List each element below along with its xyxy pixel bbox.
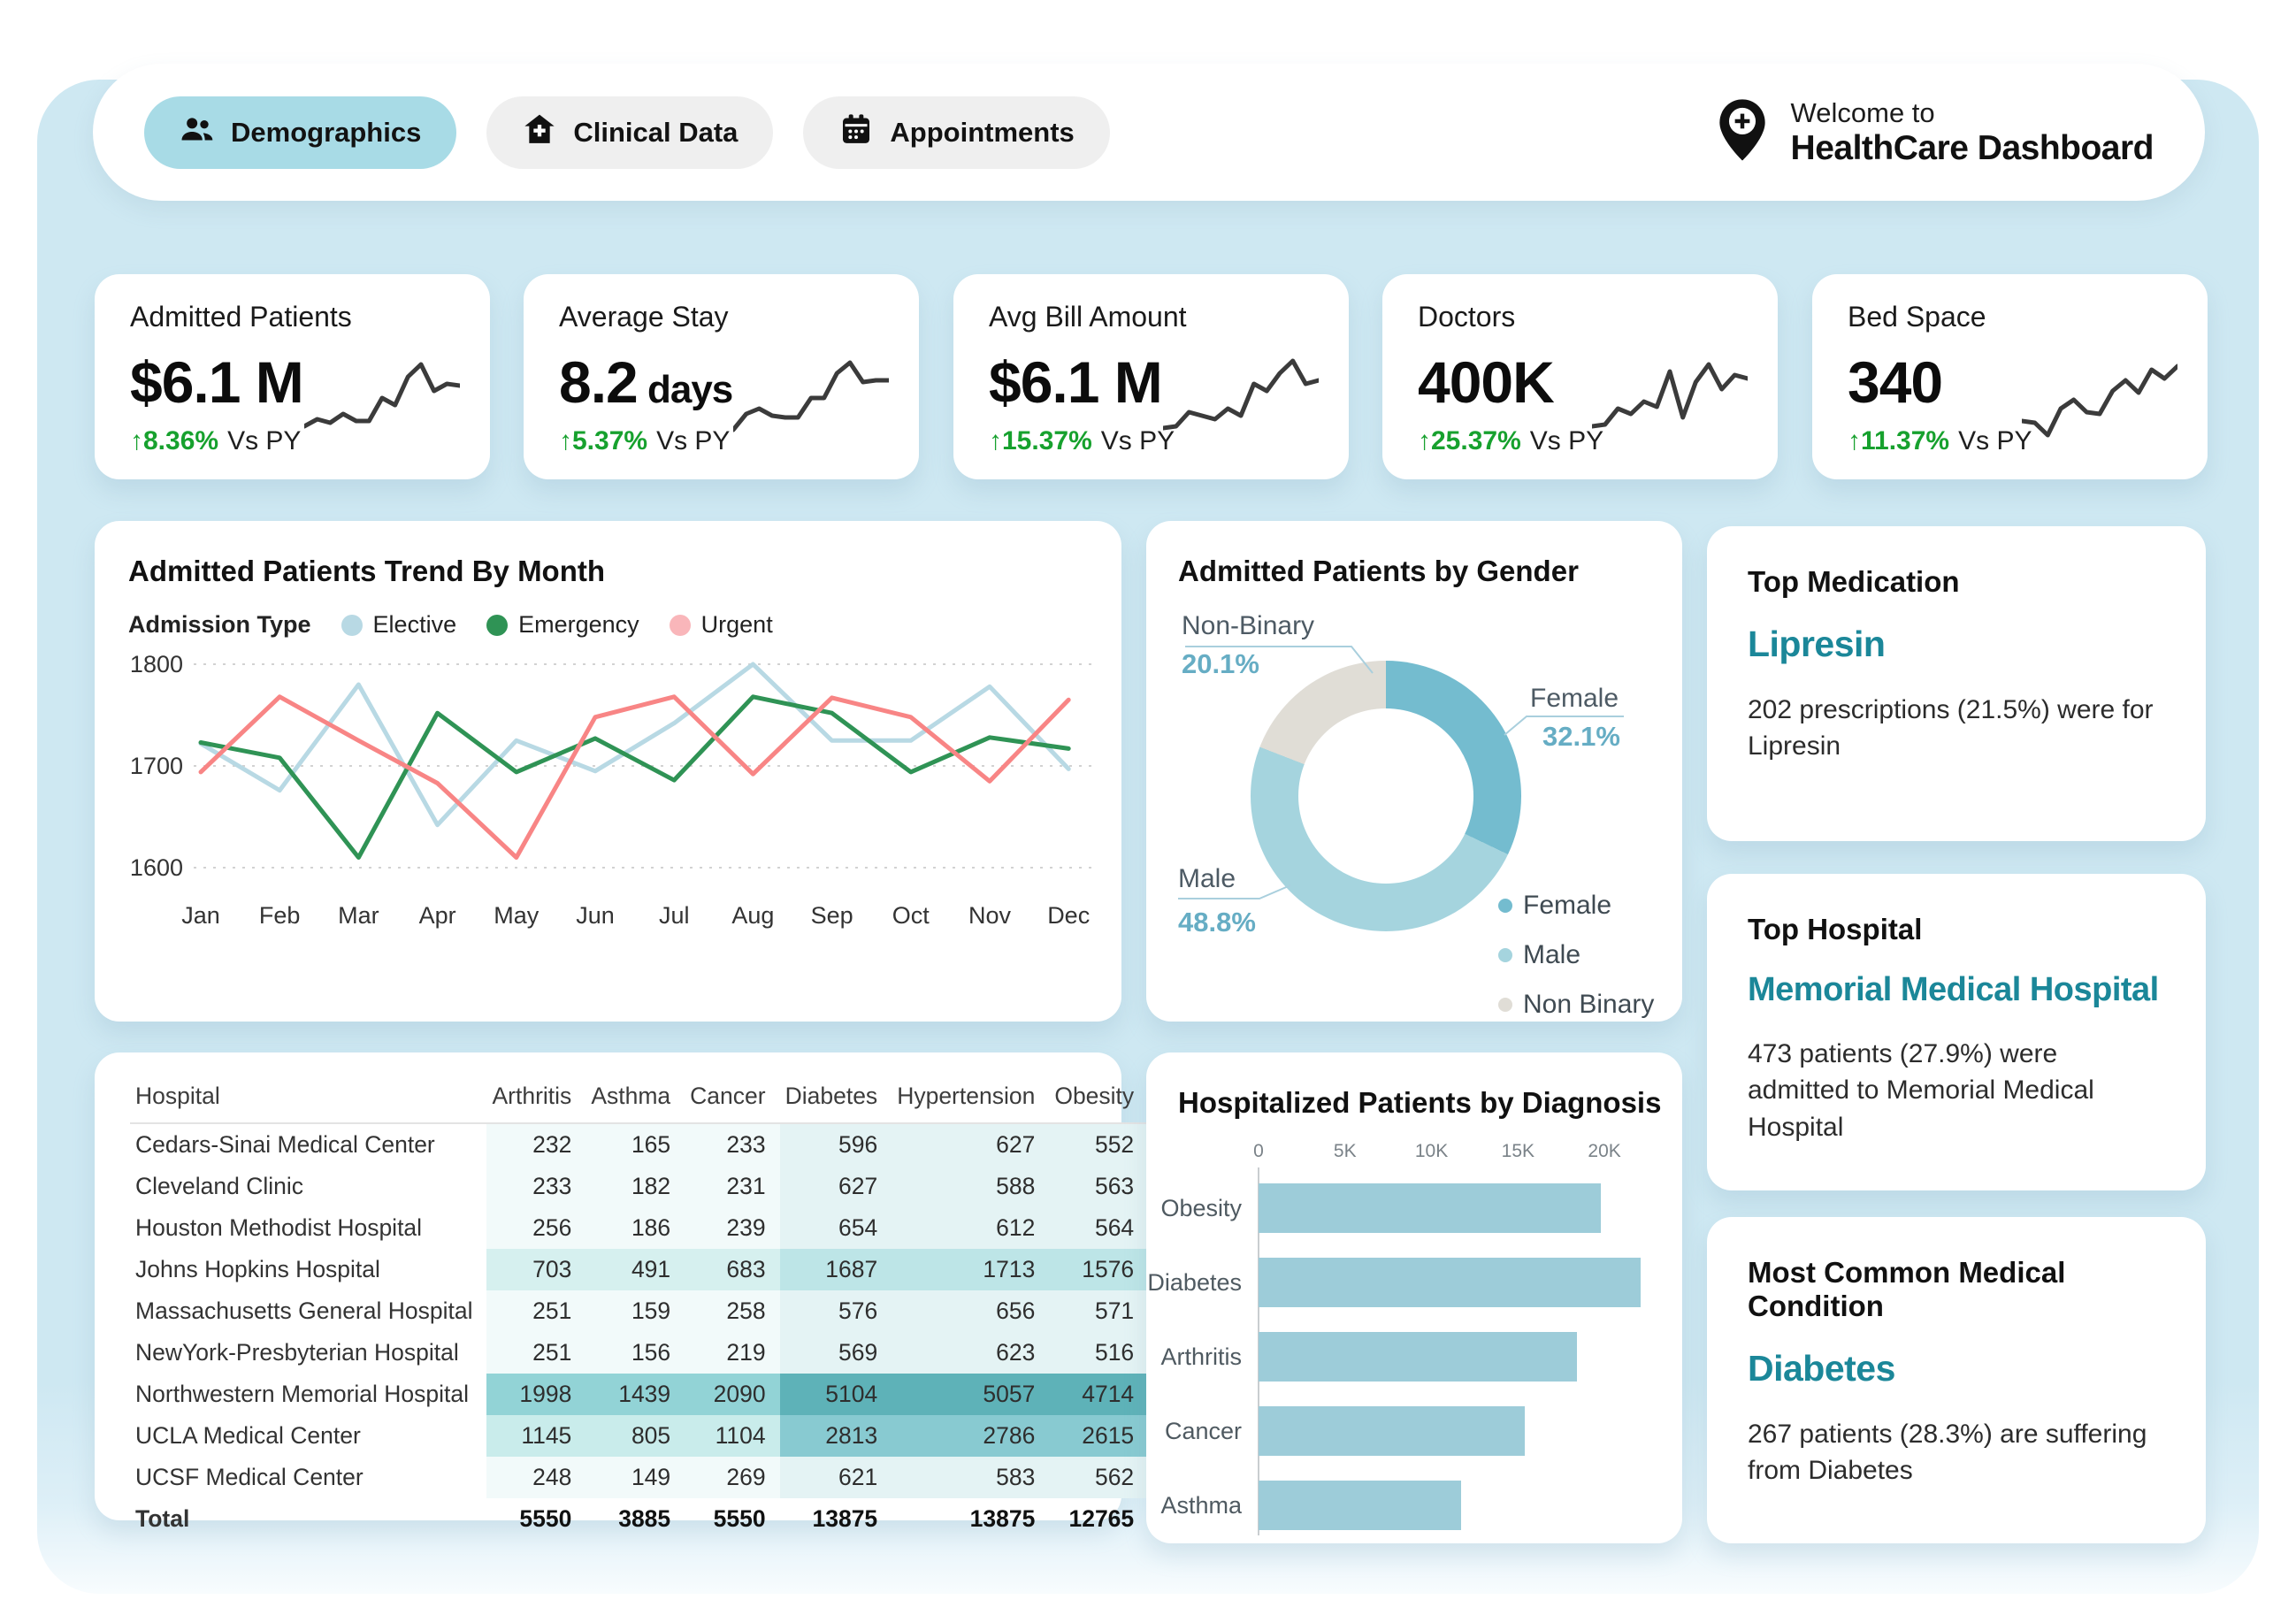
top-medication-value: Lipresin <box>1748 624 1886 664</box>
cell-obesity: 4714 <box>1049 1374 1148 1415</box>
kpi-delta-pct: ↑11.37% <box>1848 426 1950 455</box>
cell-cancer: 233 <box>685 1123 779 1166</box>
cell-cancer: 231 <box>685 1166 779 1207</box>
kpi-value: 400K <box>1418 349 1554 415</box>
legend-dot <box>341 615 363 636</box>
hospital-name: UCSF Medical Center <box>135 1464 364 1490</box>
common-condition-title: Most Common Medical Condition <box>1748 1256 2066 1322</box>
kpi-card-admitted-patients <box>95 274 490 479</box>
legend-dot <box>670 615 691 636</box>
bar-obesity <box>1259 1183 1601 1233</box>
hospital-name: NewYork-Presbyterian Hospital <box>135 1339 459 1366</box>
total-arthritis: 5550 <box>519 1505 572 1532</box>
common-condition-card <box>1707 1217 2206 1543</box>
hospital-table-card <box>95 1052 1135 1532</box>
gender-legend <box>1498 891 1654 1020</box>
kpi-sparkline <box>1163 352 1319 455</box>
column-header-hypertension[interactable]: Hypertension <box>892 1074 1049 1123</box>
hospital-name: Massachusetts General Hospital <box>135 1297 473 1324</box>
top-hospital-title: Top Hospital <box>1748 913 1923 945</box>
bar-cancer <box>1259 1406 1525 1456</box>
cell-diabetes: 5104 <box>780 1374 892 1415</box>
tab-demographics[interactable] <box>144 96 456 169</box>
cell-cancer: 258 <box>685 1290 779 1332</box>
cell-obesity: 563 <box>1049 1166 1148 1207</box>
gender-chart-card <box>1146 521 1682 1022</box>
kpi-delta: ↑5.37% Vs PY <box>559 426 731 455</box>
cell-diabetes: 627 <box>780 1166 892 1207</box>
cell-diabetes: 2813 <box>780 1415 892 1457</box>
kpi-sparkline <box>304 352 460 455</box>
cell-arthritis: 256 <box>486 1207 585 1249</box>
cell-cancer: 2090 <box>685 1374 779 1415</box>
medical-location-pin-icon <box>1717 97 1768 167</box>
table-total <box>130 1498 1148 1540</box>
kpi-sparkline <box>733 352 889 455</box>
cell-asthma: 1439 <box>585 1374 685 1415</box>
cell-obesity: 1576 <box>1049 1249 1148 1290</box>
table-body <box>130 1123 1148 1498</box>
welcome-text <box>1791 97 2154 168</box>
kpi-delta-pct: ↑15.37% <box>989 426 1092 455</box>
svg-text:May: May <box>494 902 540 929</box>
svg-text:Sep: Sep <box>810 902 853 929</box>
column-header-hospital[interactable]: Hospital <box>130 1074 486 1123</box>
kpi-title: Avg Bill Amount <box>989 301 1187 333</box>
kpi-value: $6.1 M <box>130 349 303 415</box>
table-row <box>130 1332 1148 1374</box>
cell-hypertension: 583 <box>892 1457 1049 1498</box>
trend-chart-title: Admitted Patients Trend By Month <box>128 555 606 587</box>
cell-diabetes: 1687 <box>780 1249 892 1290</box>
kpi-card-average-stay <box>524 274 919 479</box>
total-label: Total <box>135 1505 190 1532</box>
svg-text:1800: 1800 <box>129 654 183 677</box>
column-header-arthritis[interactable]: Arthritis <box>486 1074 585 1123</box>
top-hospital-desc: 473 patients (27.9%) were admitted to Memorial Medical Hospital <box>1748 1039 2094 1142</box>
svg-text:Nov: Nov <box>968 902 1012 929</box>
cell-diabetes: 576 <box>780 1290 892 1332</box>
svg-text:Oct: Oct <box>892 902 930 929</box>
callout-female: Female 32.1% <box>1530 684 1620 752</box>
tab-appointments[interactable] <box>803 96 1109 169</box>
legend-dot <box>486 615 508 636</box>
cell-cancer: 269 <box>685 1457 779 1498</box>
legend-item-elective[interactable] <box>341 611 457 639</box>
legend-dot <box>1498 899 1512 913</box>
table-row <box>130 1207 1148 1249</box>
total-obesity: 12765 <box>1068 1505 1135 1532</box>
gender-donut-chart <box>1251 661 1521 931</box>
kpi-value: $6.1 M <box>989 349 1162 415</box>
cell-diabetes: 569 <box>780 1332 892 1374</box>
legend-label: Male <box>1523 940 1581 969</box>
bar-arthritis <box>1259 1332 1577 1382</box>
bar-label-cancer: Cancer <box>1164 1418 1242 1444</box>
cell-hypertension: 1713 <box>892 1249 1049 1290</box>
diagnosis-bar-chart <box>1146 1141 1682 1543</box>
callout-male: Male 48.8% <box>1178 864 1256 938</box>
axis-tick-0: 0 <box>1253 1141 1264 1161</box>
kpi-delta-pct: ↑25.37% <box>1418 426 1521 455</box>
cell-asthma: 491 <box>585 1249 685 1290</box>
column-header-cancer[interactable]: Cancer <box>685 1074 779 1123</box>
kpi-title: Admitted Patients <box>130 301 352 333</box>
cell-cancer: 219 <box>685 1332 779 1374</box>
cell-obesity: 564 <box>1049 1207 1148 1249</box>
hospital-name: UCLA Medical Center <box>135 1422 361 1449</box>
bar-diabetes <box>1259 1258 1641 1307</box>
nav-tabs <box>144 96 1110 169</box>
axis-tick-20k: 20K <box>1588 1141 1621 1161</box>
kpi-title: Average Stay <box>559 301 729 333</box>
kpi-delta: ↑25.37% Vs PY <box>1418 426 1604 455</box>
legend-label: Non Binary <box>1523 990 1655 1019</box>
bar-label-diabetes: Diabetes <box>1147 1269 1242 1296</box>
column-header-diabetes[interactable]: Diabetes <box>780 1074 892 1123</box>
cell-asthma: 165 <box>585 1123 685 1166</box>
table-row <box>130 1123 1148 1166</box>
kpi-sparkline <box>2022 352 2177 455</box>
bar-label-asthma: Asthma <box>1160 1492 1242 1519</box>
cell-asthma: 805 <box>585 1415 685 1457</box>
cell-diabetes: 596 <box>780 1123 892 1166</box>
legend-item-urgent[interactable] <box>670 611 773 639</box>
cell-cancer: 239 <box>685 1207 779 1249</box>
cell-obesity: 516 <box>1049 1332 1148 1374</box>
top-hospital-value: Memorial Medical Hospital <box>1748 971 2159 1008</box>
kpi-card-bed-space <box>1812 274 2208 479</box>
legend-dot <box>1498 998 1512 1012</box>
kpi-delta-pct: ↑8.36% <box>130 426 219 455</box>
total-diabetes: 13875 <box>812 1505 878 1532</box>
svg-text:Apr: Apr <box>418 902 456 929</box>
gender-legend-item-non-binary[interactable] <box>1498 990 1654 1020</box>
legend-item-emergency[interactable] <box>486 611 639 639</box>
trend-series-elective <box>201 664 1068 825</box>
callout-nonbinary: Non-Binary 20.1% <box>1182 611 1315 679</box>
table-row <box>130 1249 1148 1290</box>
app-title: HealthCare Dashboard <box>1790 128 2154 167</box>
people-icon <box>180 111 215 154</box>
cell-arthritis: 233 <box>486 1166 585 1207</box>
svg-text:Jan: Jan <box>181 902 220 929</box>
cell-arthritis: 232 <box>486 1123 585 1166</box>
kpi-delta: ↑15.37% Vs PY <box>989 426 1175 455</box>
cell-diabetes: 654 <box>780 1207 892 1249</box>
kpi-sparkline <box>1592 352 1748 455</box>
hospital-name: Johns Hopkins Hospital <box>135 1256 380 1282</box>
gender-chart-title: Admitted Patients by Gender <box>1178 555 1579 587</box>
top-medication-card <box>1707 526 2206 841</box>
table-row <box>130 1457 1148 1498</box>
table-header <box>130 1074 1148 1123</box>
hospital-icon <box>522 111 557 154</box>
hospital-name: Houston Methodist Hospital <box>135 1214 423 1241</box>
total-row <box>130 1498 1148 1540</box>
cell-cancer: 1104 <box>685 1415 779 1457</box>
kpi-value: 8.2 days <box>559 349 733 415</box>
common-condition-desc: 267 patients (28.3%) are suffering from Diabetes <box>1748 1420 2147 1486</box>
hospital-name: Cedars-Sinai Medical Center <box>135 1131 435 1158</box>
trend-legend-label: Admission Type <box>128 611 311 638</box>
axis-tick-10k: 10K <box>1414 1141 1449 1161</box>
column-header-asthma[interactable]: Asthma <box>585 1074 685 1123</box>
bar-asthma <box>1259 1481 1461 1530</box>
table-row <box>130 1415 1148 1457</box>
legend-dot <box>1498 948 1512 962</box>
cell-obesity: 2615 <box>1049 1415 1148 1457</box>
svg-text:Aug: Aug <box>731 902 775 929</box>
table-row <box>130 1290 1148 1332</box>
legend-label: Female <box>1523 891 1612 920</box>
trend-chart-card <box>95 521 1121 1022</box>
gender-legend-item-female[interactable] <box>1498 891 1654 921</box>
top-bar <box>93 64 2205 201</box>
gender-legend-item-male[interactable] <box>1498 940 1654 970</box>
cell-asthma: 182 <box>585 1166 685 1207</box>
top-medication-desc: 202 prescriptions (21.5%) were for Lipresin <box>1748 695 2154 762</box>
tab-label: Clinical Data <box>573 116 739 148</box>
cell-arthritis: 251 <box>486 1332 585 1374</box>
svg-text:Jul: Jul <box>658 902 690 929</box>
calendar-icon <box>838 111 874 154</box>
cell-hypertension: 627 <box>892 1123 1049 1166</box>
axis-tick-15k: 15K <box>1501 1141 1535 1161</box>
hospital-name: Northwestern Memorial Hospital <box>135 1381 470 1407</box>
diagnosis-chart-title: Hospitalized Patients by Diagnosis <box>1178 1086 1662 1119</box>
cell-arthritis: 1145 <box>486 1415 585 1457</box>
cell-obesity: 562 <box>1049 1457 1148 1498</box>
tab-label: Demographics <box>231 116 422 148</box>
tab-label: Appointments <box>890 116 1075 148</box>
cell-obesity: 571 <box>1049 1290 1148 1332</box>
cell-cancer: 683 <box>685 1249 779 1290</box>
top-medication-title: Top Medication <box>1748 565 1960 598</box>
column-header-obesity[interactable]: Obesity <box>1049 1074 1148 1123</box>
total-hypertension: 13875 <box>969 1505 1036 1532</box>
svg-text:Mar: Mar <box>338 902 379 929</box>
cell-hypertension: 623 <box>892 1332 1049 1374</box>
svg-text:Dec: Dec <box>1047 902 1091 929</box>
cell-arthritis: 251 <box>486 1290 585 1332</box>
table-row <box>130 1166 1148 1207</box>
svg-text:Feb: Feb <box>258 902 301 929</box>
kpi-unit: days <box>637 368 733 411</box>
kpi-value: 340 <box>1848 349 1943 415</box>
legend-label: Emergency <box>518 611 639 638</box>
cell-asthma: 156 <box>585 1332 685 1374</box>
cell-arthritis: 248 <box>486 1457 585 1498</box>
cell-asthma: 149 <box>585 1457 685 1498</box>
hospital-name: Cleveland Clinic <box>135 1173 304 1199</box>
hospital-condition-table <box>130 1074 1148 1540</box>
cell-hypertension: 588 <box>892 1166 1049 1207</box>
kpi-delta: ↑11.37% Vs PY <box>1848 426 2032 455</box>
cell-hypertension: 2786 <box>892 1415 1049 1457</box>
cell-hypertension: 5057 <box>892 1374 1049 1415</box>
cell-hypertension: 656 <box>892 1290 1049 1332</box>
trend-legend <box>128 611 773 639</box>
cell-diabetes: 621 <box>780 1457 892 1498</box>
kpi-card-avg-bill-amount <box>953 274 1349 479</box>
common-condition-value: Diabetes <box>1748 1348 1895 1389</box>
trend-line-chart <box>95 654 1121 954</box>
bar-label-obesity: Obesity <box>1160 1195 1242 1221</box>
cell-arthritis: 703 <box>486 1249 585 1290</box>
welcome-block <box>1717 97 2154 168</box>
svg-text:1600: 1600 <box>129 854 183 881</box>
table-row <box>130 1374 1148 1415</box>
total-asthma: 3885 <box>618 1505 671 1532</box>
cell-asthma: 186 <box>585 1207 685 1249</box>
svg-text:Jun: Jun <box>576 902 615 929</box>
bar-label-arthritis: Arthritis <box>1160 1343 1242 1370</box>
cell-arthritis: 1998 <box>486 1374 585 1415</box>
svg-text:1700: 1700 <box>129 753 183 779</box>
top-hospital-card <box>1707 874 2206 1190</box>
legend-label: Elective <box>372 611 457 638</box>
legend-label: Urgent <box>700 611 773 638</box>
cell-hypertension: 612 <box>892 1207 1049 1249</box>
axis-tick-5k: 5K <box>1333 1141 1357 1161</box>
cell-asthma: 159 <box>585 1290 685 1332</box>
kpi-card-doctors <box>1382 274 1778 479</box>
donut-hole <box>1298 708 1473 884</box>
kpi-delta: ↑8.36% Vs PY <box>130 426 302 455</box>
total-cancer: 5550 <box>713 1505 766 1532</box>
tab-clinical-data[interactable] <box>486 96 773 169</box>
diagnosis-chart-card <box>1146 1052 1682 1543</box>
cell-obesity: 552 <box>1049 1123 1148 1166</box>
kpi-title: Doctors <box>1418 301 1516 333</box>
kpi-delta-pct: ↑5.37% <box>559 426 648 455</box>
kpi-title: Bed Space <box>1848 301 1986 333</box>
welcome-subtitle: Welcome to <box>1790 96 1935 128</box>
